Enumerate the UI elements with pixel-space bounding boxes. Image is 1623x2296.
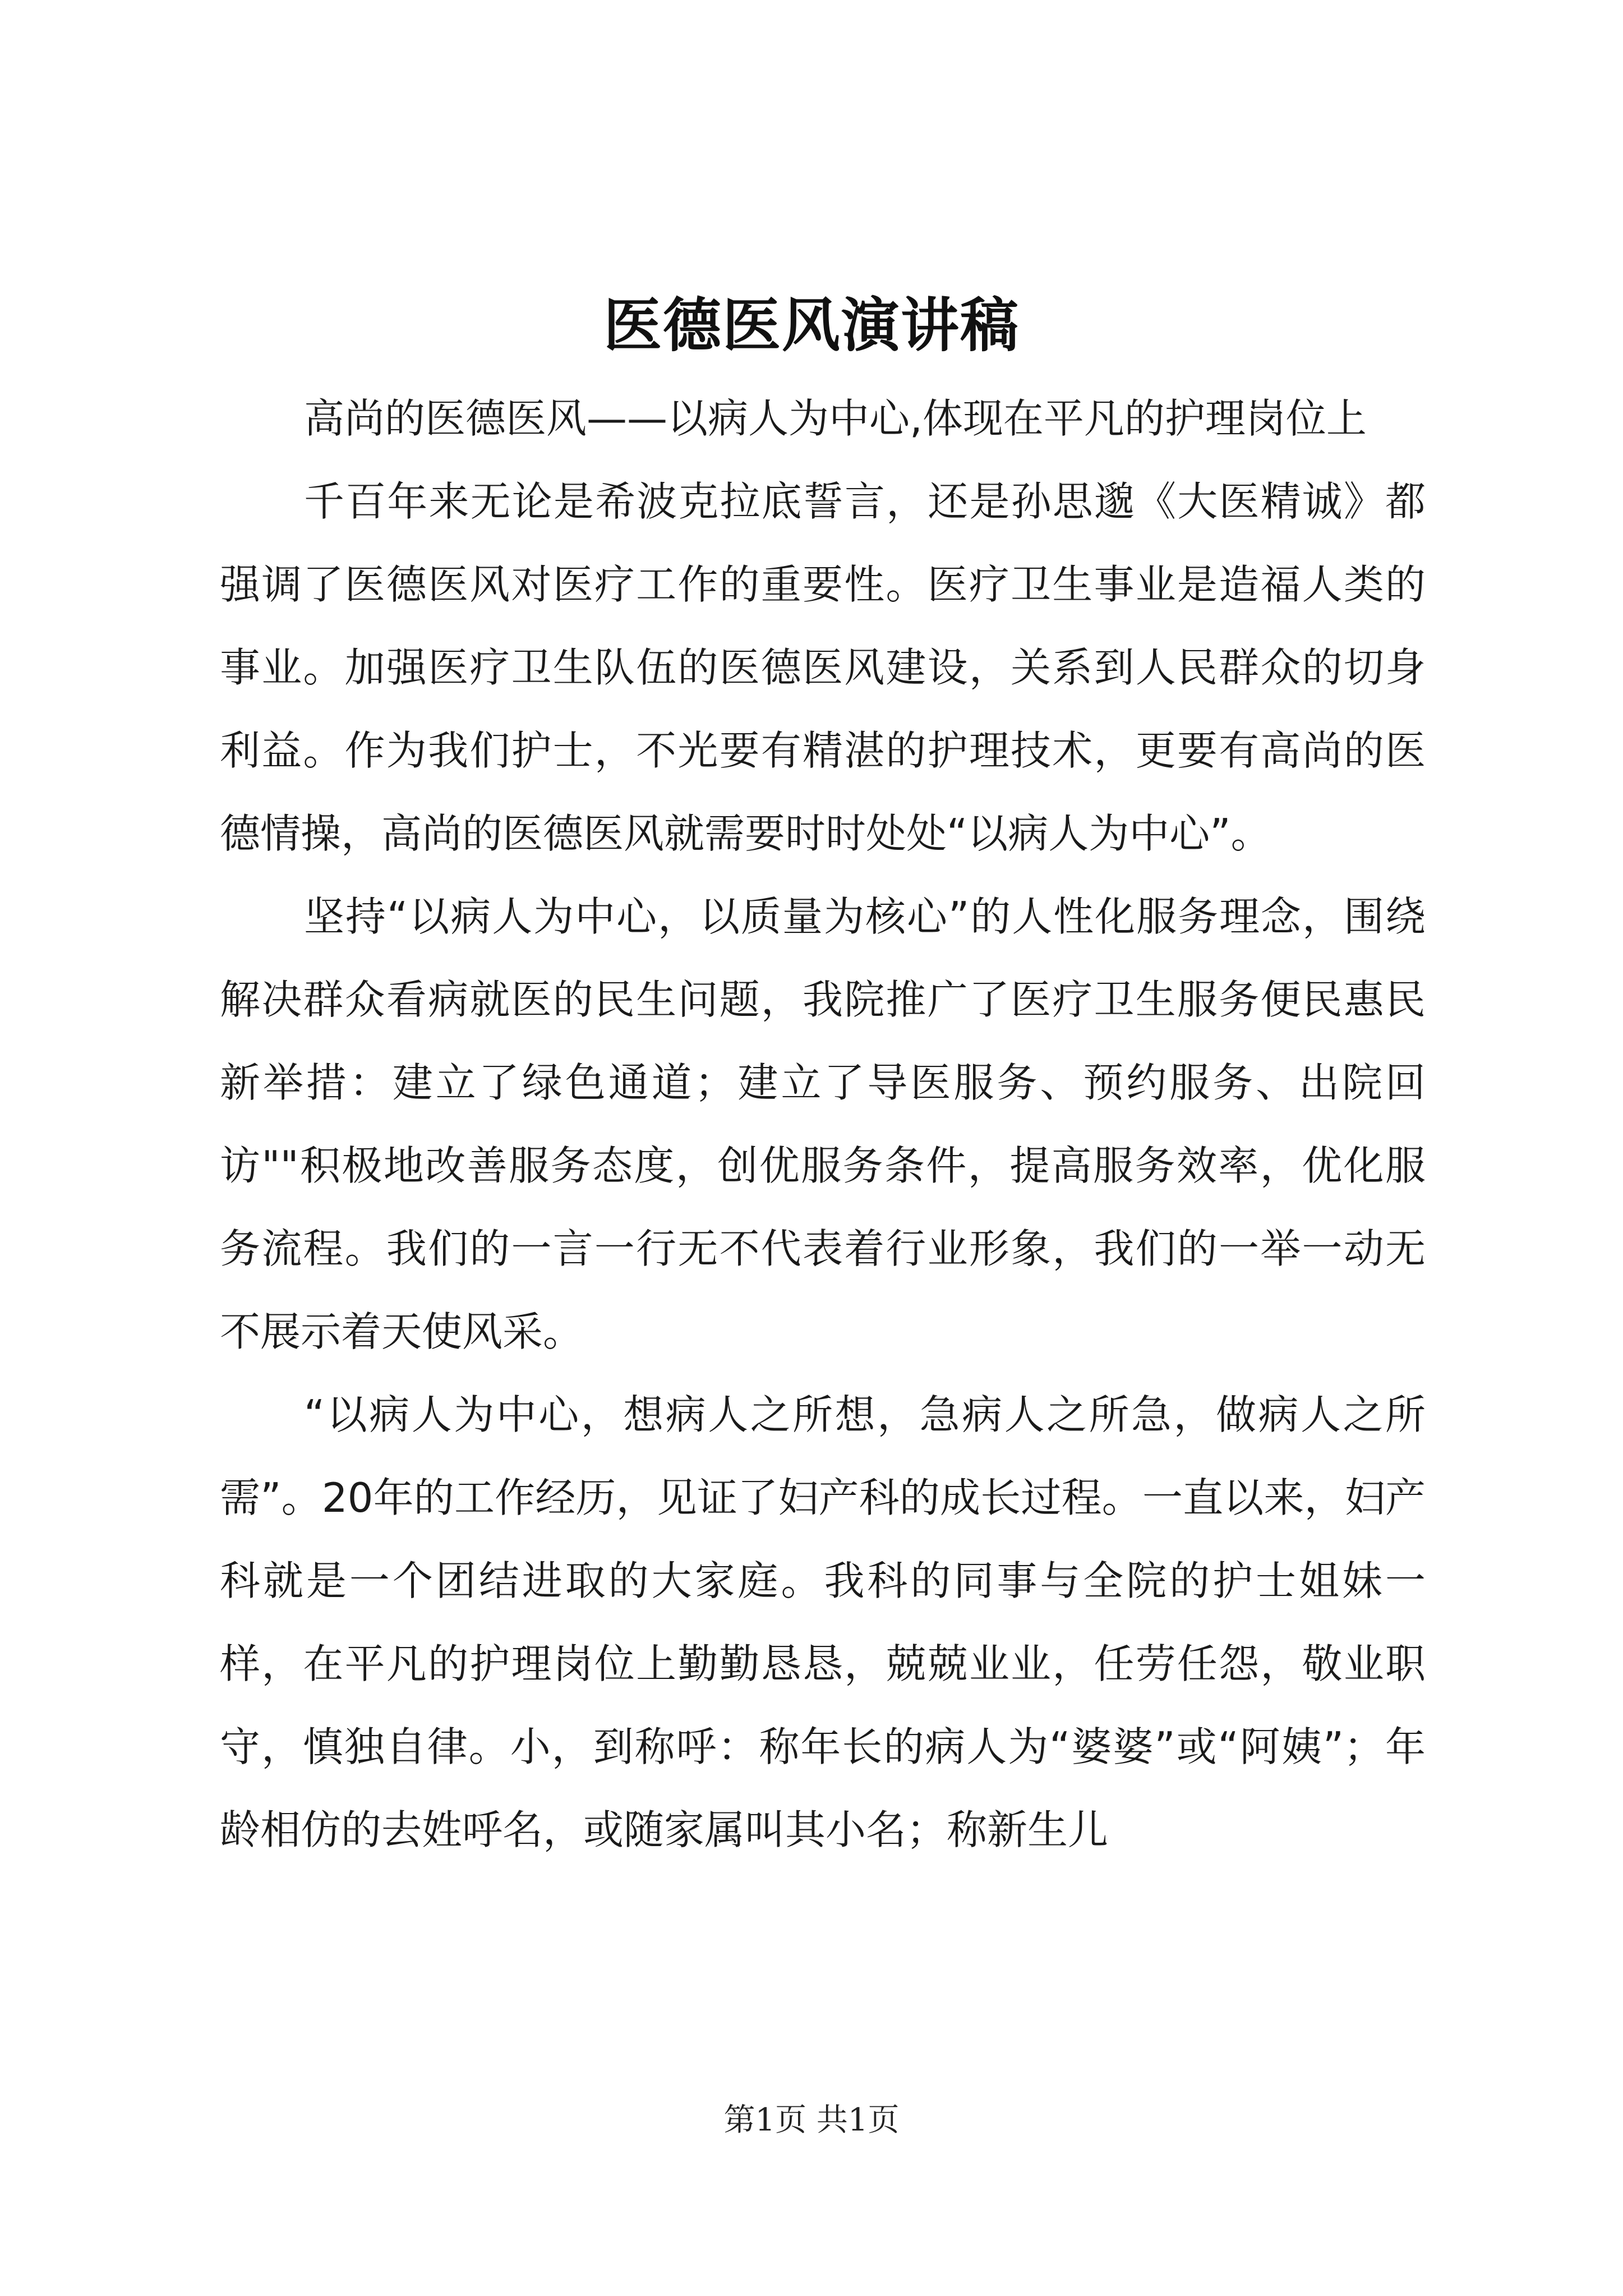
paragraph-3: “以病人为中心，想病人之所想，急病人之所急，做病人之所需”。20年的工作经历，见证了妇产科的成长过程。一直以来，妇产科就是一个团结进取的大家庭。我科的同事与全院的护士姐妹一样，在平凡的护理岗位上勤勤恳恳，兢兢业业，任劳任怨，敬业职守，慎独自律。小，到称呼：称年长的病人为“婆婆”或“阿姨”；年龄相仿的去姓呼名，或随家属叫其小名；称新生儿 [220, 1391, 1426, 1853]
paragraph-subtitle: 高尚的医德医风——以病人为中心,体现在平凡的护理岗位上 [304, 395, 1367, 442]
paragraph-2: 坚持“以病人为中心，以质量为核心”的人性化服务理念，围绕解决群众看病就医的民生问题，我院推广了医疗卫生服务便民惠民新举措：建立了绿色通道；建立了导医服务、预约服务、出院回访""积极地改善服务态度，创优服务条件，提高服务效率，优化服务流程。我们的一言一行无不代表着行业形象，我们的一举一动无不展示着天使风采。 [220, 893, 1426, 1355]
document-title: 医德医风演讲稿 [603, 291, 1020, 360]
paragraph-1: 千百年来无论是希波克拉底誓言，还是孙思邈《大医精诚》都强调了医德医风对医疗工作的重要性。医疗卫生事业是造福人类的事业。加强医疗卫生队伍的医德医风建设，关系到人民群众的切身利益。作为我们护士，不光要有精湛的护理技术，更要有高尚的医德情操，高尚的医德医风就需要时时处处“以病人为中心”。 [220, 478, 1426, 857]
document-body [220, 377, 1426, 1871]
page-footer: 第1页 共1页 [723, 2102, 900, 2138]
